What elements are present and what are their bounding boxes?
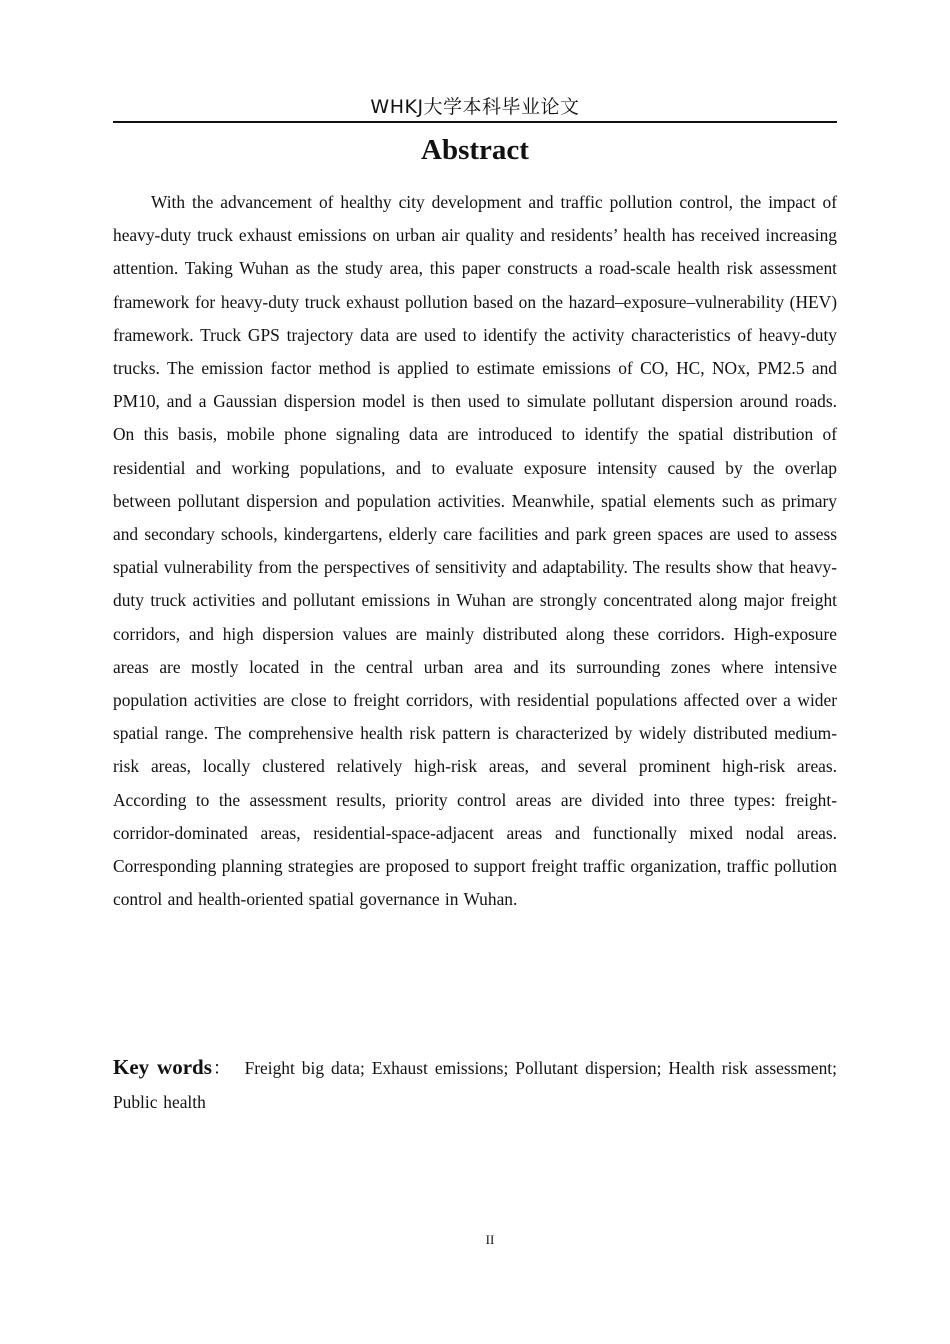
page-number: II [485, 1232, 495, 1247]
keywords-line [113, 1050, 837, 1119]
keyword-item: Health risk assessment; [668, 1058, 837, 1078]
abstract-body: With the advancement of healthy city development and traffic pollution control, the impact of heavy-duty truck exhaust emissions on urban air quality and residents’ health has received increasing attention. Taking Wuhan as the study area, this paper constructs a road-scale health risk assessment framework for heavy-duty truck exhaust pollution based on the hazard–exposure–vulnerability (HEV) framework. Truck GPS trajectory data are used to identify the activity characteristics of heavy-duty trucks. The emission factor method is applied to estimate emissions of CO, HC, NOx, PM2.5 and PM10, and a Gaussian dispersion model is then used to simulate pollutant dispersion around roads. On this basis, mobile phone signaling data are introduced to identify the spatial distribution of residential and working populations, and to evaluate exposure intensity caused by the overlap between pollutant dispersion and population activities. Meanwhile, spatial elements such as primary and secondary schools, kindergartens, elderly care facilities and park green spaces are used to assess spatial vulnerability from the perspectives of sensitivity and adaptability. The results show that heavy-duty truck activities and pollutant emissions in Wuhan are strongly concentrated along major freight corridors, and high dispersion values are mainly distributed along these corridors. High-exposure areas are mostly located in the central urban area and its surrounding zones where intensive population activities are close to freight corridors, with residential populations affected over a wider spatial range. The comprehensive health risk pattern is characterized by widely distributed medium-risk areas, locally clustered relatively high-risk areas, and several prominent high-risk areas. According to the assessment results, priority control areas are divided into three types: freight-corridor-dominated areas, residential-space-adjacent areas and functionally mixed nodal areas. Corresponding planning strategies are proposed to support freight traffic organization, traffic pollution control and health-oriented spatial governance in Wuhan. [113, 192, 837, 910]
keywords-label: Key words [113, 1055, 212, 1079]
keyword-item: Pollutant dispersion; [515, 1058, 662, 1078]
keyword-item: Exhaust emissions; [371, 1058, 509, 1078]
keyword-item: Freight big data; [244, 1058, 365, 1078]
abstract-title: Abstract [421, 134, 529, 166]
keywords-separator: ： [211, 1058, 232, 1078]
keyword-item: Public health [113, 1092, 206, 1112]
header-rule [113, 121, 837, 123]
running-header: WHKJ大学本科毕业论文 [370, 96, 580, 118]
